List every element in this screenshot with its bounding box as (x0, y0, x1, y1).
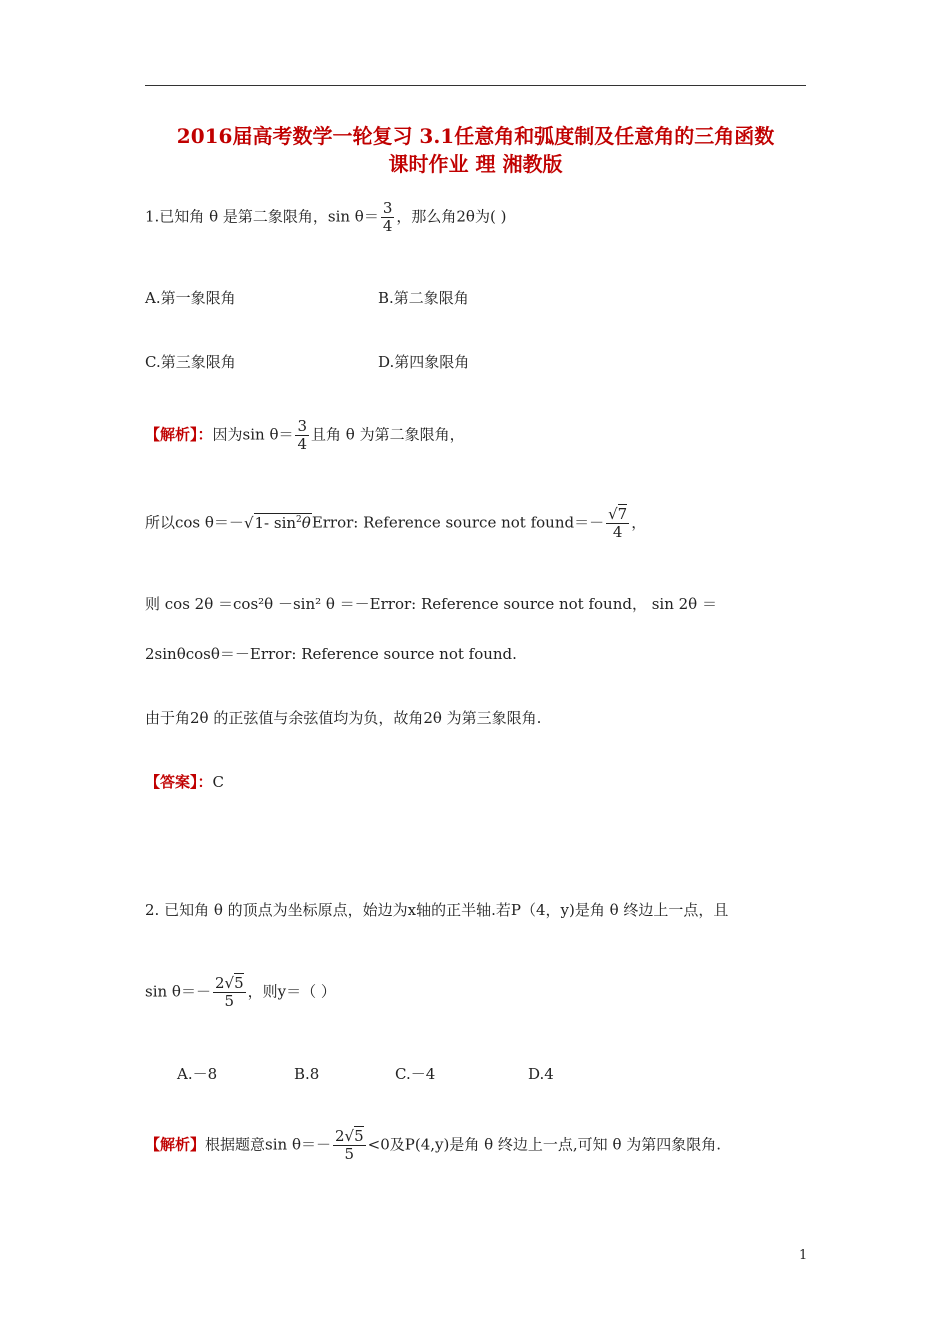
solution-1-cos-text: 所以cos θ＝－ (145, 513, 244, 532)
solution-1-text-a: 因为sin θ＝ (212, 425, 294, 444)
question-2-stem-line1: 2. 已知角 θ 的顶点为坐标原点，始边为x轴的正半轴.若P（4，y)是角 θ 终边上一点，且 (145, 901, 729, 919)
q1-option-c: C.第三象限角 (145, 353, 236, 371)
document-title-line2: 课时作业 理 湘教版 (388, 152, 563, 176)
q2-option-b: B.8 (294, 1065, 320, 1083)
fraction-numerator: 3 (382, 199, 393, 217)
fraction-denominator: 5 (224, 992, 235, 1010)
q1-option-a: A.第一象限角 (145, 289, 236, 307)
q1-option-d: D.第四象限角 (378, 353, 470, 371)
question-1-stem (145, 200, 506, 235)
question-2-text-b: ，则y＝（ ） (247, 982, 336, 1001)
q2-option-c: C.－4 (395, 1065, 436, 1083)
fraction-numerator: √7 (608, 505, 628, 523)
radicand: 5 (354, 1127, 364, 1145)
page-number: 1 (799, 1248, 808, 1263)
solution-1-line2 (145, 506, 646, 541)
fraction-denominator: 5 (344, 1145, 355, 1163)
answer-1 (145, 772, 224, 792)
sqrt-radicand: 1- sin (254, 513, 297, 532)
fraction-denominator: 4 (382, 217, 393, 235)
question-1-text-b: ，那么角2θ为( ) (396, 207, 507, 226)
solution-label: 【解析】 (145, 1135, 206, 1154)
sqrt7-fraction (606, 506, 629, 541)
q1-option-b: B.第二象限角 (378, 289, 469, 307)
solution-label: 【解析】： (145, 425, 213, 444)
solution-1-line4: 2sinθcosθ＝－Error: Reference source not found. (145, 645, 517, 663)
fraction-denominator: 4 (612, 523, 623, 541)
document-title-line1: 2016届高考数学一轮复习 3.1任意角和弧度制及任意角的三角函数 (176, 124, 775, 148)
header-rule (145, 85, 806, 86)
solution-2-text-b: <0及P(4,y)是角 θ 终边上一点,可知 θ 为第四象限角. (367, 1135, 722, 1154)
solution-2-line1 (145, 1128, 721, 1163)
question-2-stem-line2 (145, 975, 336, 1010)
question-1-fraction (381, 200, 395, 235)
comma: ， (631, 513, 647, 532)
sqrt7-radicand: 7 (617, 505, 628, 523)
solution-1-line5: 由于角2θ 的正弦值与余弦值均为负，故角2θ 为第三象限角. (145, 709, 542, 727)
theta-symbol: θ (301, 513, 311, 532)
solution-1-text-b: 且角 θ 为第二象限角， (311, 425, 465, 444)
solution-1-line1 (145, 418, 465, 453)
solution-2-text-a: 根据题意sin θ＝－ (205, 1135, 331, 1154)
sqrt-expression: √1- $\sin^2\theta$ (243, 513, 311, 532)
error-reference-text: Error: Reference source not found＝－ (311, 513, 605, 532)
solution-1-line3: 则 cos 2θ ＝cos²θ －sin² θ ＝－Error: Reference source not found， sin 2θ ＝ (145, 595, 717, 613)
coefficient: 2 (334, 1127, 345, 1145)
answer-label: 【答案】： (145, 773, 213, 791)
solution-1-fraction (295, 418, 309, 453)
radicand: 5 (234, 974, 244, 992)
fraction-numerator: 3 (297, 417, 308, 435)
coefficient: 2 (214, 974, 225, 992)
question-2-text-a: sin θ＝－ (145, 982, 211, 1001)
answer-value: C (212, 773, 224, 791)
fraction-numerator: 2√5 (214, 974, 244, 992)
exponent: 2 (296, 514, 302, 525)
q2-option-a: A.－8 (177, 1065, 218, 1083)
question-2-fraction (213, 975, 246, 1010)
fraction-denominator: 4 (297, 435, 308, 453)
fraction-numerator: 2√5 (334, 1127, 364, 1145)
q2-option-d: D.4 (528, 1065, 554, 1083)
solution-2-fraction (333, 1128, 366, 1163)
question-1-text-a: 1.已知角 θ 是第二象限角，sin θ＝ (145, 207, 379, 226)
